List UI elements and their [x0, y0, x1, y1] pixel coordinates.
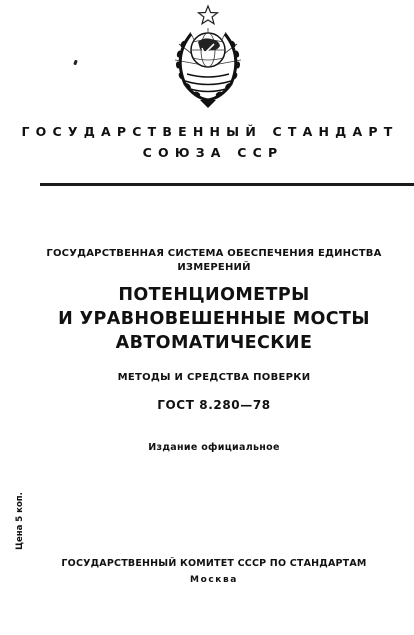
publisher-city: Москва — [190, 575, 238, 585]
edition-note: Издание официальное — [148, 442, 280, 453]
system-title-line1: ГОСУДАРСТВЕННАЯ СИСТЕМА ОБЕСПЕЧЕНИЯ ЕДИНСТВА — [46, 248, 382, 259]
document-title-line2: И УРАВНОВЕШЕННЫЕ МОСТЫ — [58, 309, 370, 329]
publisher-committee: ГОСУДАРСТВЕННЫЙ КОМИТЕТ СССР ПО СТАНДАРТАМ — [61, 558, 367, 569]
document-title-line3: АВТОМАТИЧЕСКИЕ — [115, 333, 313, 353]
ussr-state-emblem-icon — [167, 4, 249, 112]
standard-header-line2: СОЮЗА ССР — [142, 145, 284, 160]
price-label: Цена 5 коп. — [15, 492, 25, 550]
standard-number: ГОСТ 8.280—78 — [157, 398, 271, 412]
print-speck — [73, 60, 78, 66]
document-title-line1: ПОТЕНЦИОМЕТРЫ — [118, 285, 310, 305]
standard-header-line1: ГОСУДАРСТВЕННЫЙ СТАНДАРТ — [21, 124, 399, 139]
system-title-line2: ИЗМЕРЕНИЙ — [177, 262, 251, 273]
header-divider — [40, 183, 414, 186]
document-subtitle: МЕТОДЫ И СРЕДСТВА ПОВЕРКИ — [117, 372, 311, 383]
